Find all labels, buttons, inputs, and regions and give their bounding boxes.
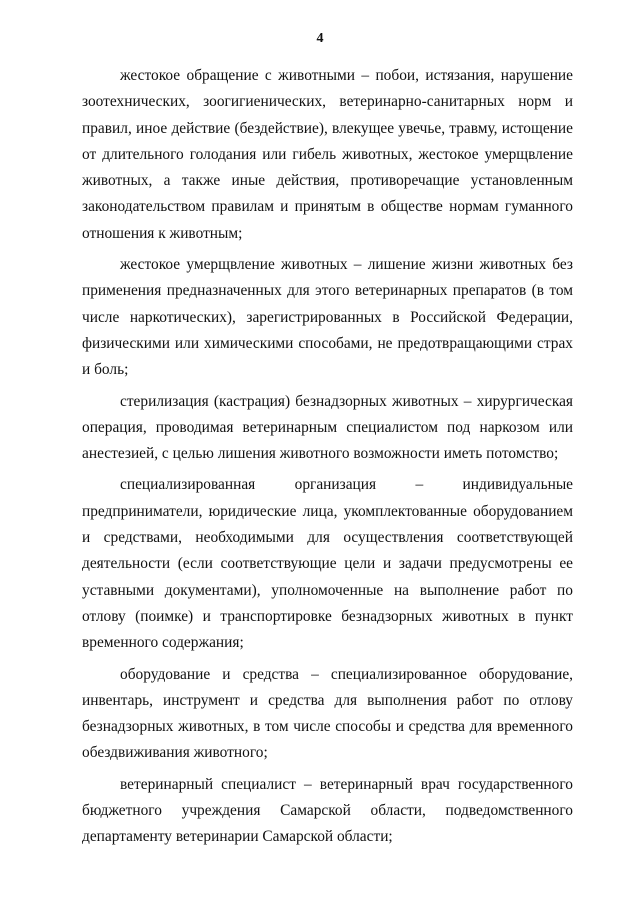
paragraph-equipment: оборудование и средства – специализированное оборудование, инвентарь, инструмент и средства для выполнения работ по отлову безнадзорных животных, в том числе способы и средства для временного обездвиживания животного;	[82, 665, 573, 762]
paragraph-cruel-treatment: жестокое обращение с животными – побои, истязания, нарушение зоотехнических, зоогигиенических, ветеринарно-санитарных норм и правил, иное действие (бездействие), влекущее увечье, травму, истощение от длительного голодания или гибель животных, жестокое умерщвление животных, а также иные действия, противоречащие установленным законодательством правилам и принятым в обществе нормам гуманного отношения к животным;	[82, 67, 573, 242]
paragraph-specialized-organization: специализированная организация – индивидуальные предприниматели, юридические лица, укомплектованные оборудованием и средствами, необходимыми для осуществления соответствующей деятельности (если соответствующие цели и задачи предусмотрены ее уставными документами), уполномоченные на выполнение работ по отлову (поимке) и транспортировке безнадзорных животных в пункт временного содержания;	[82, 476, 573, 652]
paragraph-sterilization: стерилизация (кастрация) безнадзорных животных – хирургическая операция, проводимая ветеринарным специалистом под наркозом или анестезией, с целью лишения животного возможности иметь потомство;	[82, 392, 573, 463]
page-number: 4	[316, 31, 324, 46]
paragraph-cruel-killing: жестокое умерщвление животных – лишение жизни животных без применения предназначенных для этого ветеринарных препаратов (в том числе наркотических), зарегистрированных в Российской Федерации, физическими или химическими способами, не предотвращающими страх и боль;	[82, 256, 573, 379]
document-body	[82, 63, 573, 856]
paragraph-veterinary-specialist: ветеринарный специалист – ветеринарный врач государственного бюджетного учреждения Самарской области, подведомственного департаменту ветеринарии Самарской области;	[82, 775, 573, 846]
